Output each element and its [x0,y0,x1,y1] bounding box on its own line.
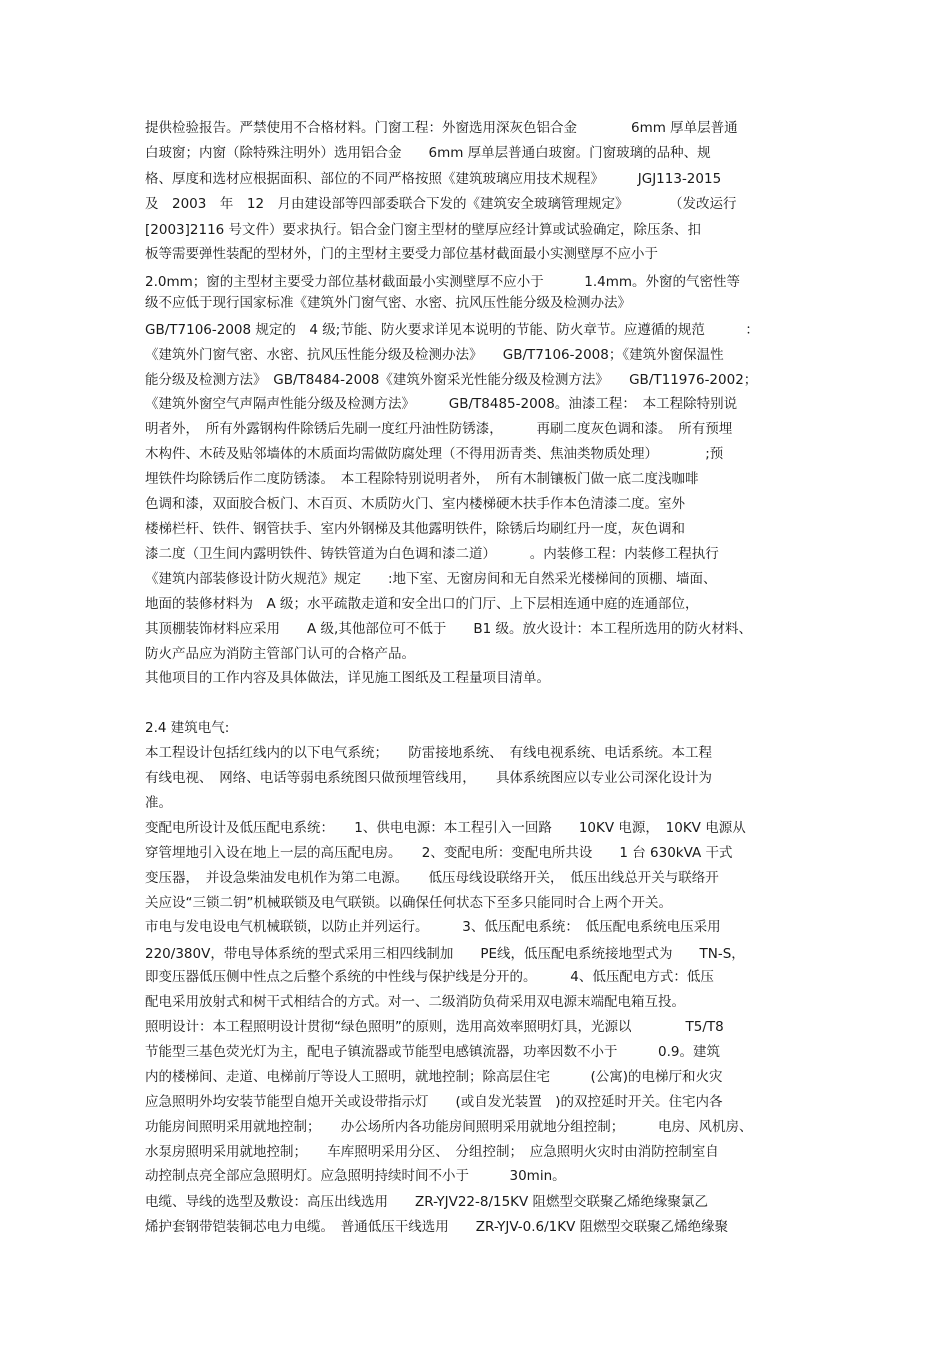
paragraph-line: 防火产品应为消防主管部门认可的合格产品。 [145,646,415,662]
paragraph-line: 动控制点亮全部应急照明灯。应急照明持续时间不小于 30min。 [145,1168,566,1184]
paragraph-line: [2003]2116 号文件）要求执行。铝合金门窗主型材的壁厚应经计算或试验确定，除压条、扣 [145,222,702,238]
paragraph-line: 配电采用放射式和树干式相结合的方式。对一、二级消防负荷采用双电源末端配电箱互投。 [145,994,685,1010]
paragraph-line: 明者外， 所有外露钢构件除锈后先刷一度红丹油性防锈漆， 再刷二度灰色调和漆。 所有预埋 [145,421,733,437]
paragraph-line: 提供检验报告。严禁使用不合格材料。门窗工程：外窗选用深灰色铝合金 6mm 厚单层普通 [145,120,738,136]
paragraph-line: 及 2003 年 12 月由建设部等四部委联合下发的《建筑安全玻璃管理规定》 （发改运行 [145,196,737,212]
paragraph-line: 木构件、木砖及贴邻墙体的木质面均需做防腐处理（不得用沥青类、焦油类物质处理） ;预 [145,446,724,462]
paragraph-line: 漆二度（卫生间内露明铁件、铸铁管道为白色调和漆二道） 。内装修工程：内装修工程执行 [145,546,719,562]
paragraph-line: 埋铁件均除锈后作二度防锈漆。 本工程除特别说明者外， 所有木制镶板门做一底二度浅咖啡 [145,471,699,487]
paragraph-line: 照明设计：本工程照明设计贯彻“绿色照明”的原则，选用高效率照明灯具，光源以 T5/T8 [145,1019,724,1035]
paragraph-line: 功能房间照明采用就地控制； 办公场所内各功能房间照明采用就地分组控制； 电房、风机房、 [145,1119,753,1135]
paragraph-line: 电缆、导线的选型及敷设：高压出线选用 ZR-YJV22-8/15KV 阻燃型交联聚乙烯绝缘聚氯乙 [145,1194,709,1210]
paragraph-line: 220/380V，带电导体系统的型式采用三相四线制加 PE线，低压配电系统接地型式为 TN-S， [145,946,745,962]
paragraph-line: 《建筑外门窗气密、水密、抗风压性能分级及检测办法》 GB/T7106-2008；《建筑外窗保温性 [145,347,724,363]
section-title: 2.4 建筑电气: [145,720,230,736]
paragraph-line: 其顶棚装饰材料应采用 A 级,其他部位可不低于 B1 级。放火设计：本工程所选用的防火材料、 [145,621,752,637]
paragraph-line: 能分级及检测方法》 GB/T8484-2008《建筑外窗采光性能分级及检测方法》 GB/T11976-2002； [145,372,758,388]
paragraph-line: 板等需要弹性装配的型材外，门的主型材主要受力部位基材截面最小实测壁厚不应小于 [145,246,658,262]
paragraph-line: 白玻窗；内窗（除特殊注明外）选用铝合金 6mm 厚单层普通白玻窗。门窗玻璃的品种、规 [145,145,711,161]
paragraph-line: 即变压器低压侧中性点之后整个系统的中性线与保护线是分开的。 4、低压配电方式：低压 [145,969,714,985]
paragraph-line: 格、厚度和选材应根据面积、部位的不同严格按照《建筑玻璃应用技术规程》 JGJ113-2015 [145,171,722,187]
paragraph-line: 穿管埋地引入设在地上一层的高压配电房。 2、变配电所：变配电所共设 1 台 630kVA 干式 [145,845,733,861]
paragraph-line: 水泵房照明采用就地控制； 车库照明采用分区、 分组控制； 应急照明火灾时由消防控制室自 [145,1144,719,1160]
paragraph-line: 级不应低于现行国家标准《建筑外门窗气密、水密、抗风压性能分级及检测办法》 [145,295,631,311]
paragraph-line: 《建筑外窗空气声隔声性能分级及检测方法》 GB/T8485-2008。油漆工程： 本工程除特别说 [145,396,738,412]
paragraph-line: 楼梯栏杆、铁件、钢管扶手、室内外钢梯及其他露明铁件，除锈后均刷红丹一度，灰色调和 [145,521,685,537]
paragraph-line: 应急照明外均安装节能型自熄开关或设带指示灯 (或自发光装置 )的双控延时开关。住宅内各 [145,1094,723,1110]
paragraph-line: 内的楼梯间、走道、电梯前厅等设人工照明，就地控制；除高层住宅 (公寓)的电梯厅和火灾 [145,1069,723,1085]
paragraph-line: 色调和漆，双面胶合板门、木百页、木质防火门、室内楼梯硬木扶手作本色清漆二度。室外 [145,496,685,512]
paragraph-line: 其他项目的工作内容及具体做法，详见施工图纸及工程量项目清单。 [145,670,550,686]
paragraph-line: 烯护套钢带铠装铜芯电力电缆。 普通低压干线选用 ZR-YJV-0.6/1KV 阻燃型交联聚乙烯绝缘聚 [145,1219,729,1235]
paragraph-line: 市电与发电设电气机械联锁，以防止并列运行。 3、低压配电系统： 低压配电系统电压采用 [145,919,721,935]
paragraph-line: 关应设“三锁二钥”机械联锁及电气联锁。以确保任何状态下至多只能同时合上两个开关。 [145,895,672,911]
paragraph-line: 本工程设计包括红线内的以下电气系统； 防雷接地系统、 有线电视系统、电话系统。本工程 [145,745,712,761]
paragraph-line: 节能型三基色荧光灯为主，配电子镇流器或节能型电感镇流器，功率因数不小于 0.9。建筑 [145,1044,720,1060]
paragraph-line: 《建筑内部装修设计防火规范》规定 :地下室、无窗房间和无自然采光楼梯间的顶棚、墙面、 [145,571,717,587]
paragraph-line: 变压器， 并设急柴油发电机作为第二电源。 低压母线设联络开关， 低压出线总开关与联络开 [145,870,719,886]
paragraph-line: 2.0mm；窗的主型材主要受力部位基材截面最小实测壁厚不应小于 1.4mm。外窗的气密性等 [145,274,741,290]
paragraph-line: GB/T7106-2008 规定的 4 级;节能、防火要求详见本说明的节能、防火章节。应遵循的规范 ： [145,322,759,338]
paragraph-line: 变配电所设计及低压配电系统： 1、供电电源：本工程引入一回路 10KV 电源， 10KV 电源从 [145,820,746,836]
paragraph-line: 地面的装修材料为 A 级；水平疏散走道和安全出口的门厅、上下层相连通中庭的连通部位， [145,596,699,612]
paragraph-line: 有线电视、 网络、电话等弱电系统图只做预埋管线用， 具体系统图应以专业公司深化设计为 [145,770,712,786]
paragraph-line: 准。 [145,795,172,811]
